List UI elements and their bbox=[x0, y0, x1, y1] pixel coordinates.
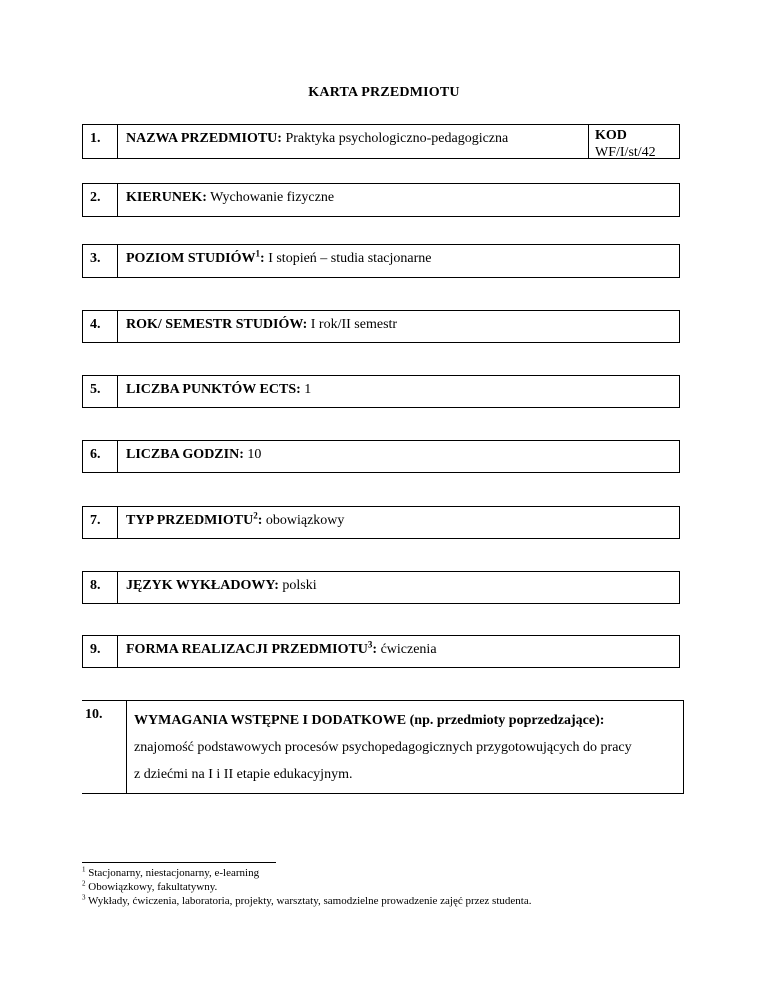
footnotes bbox=[82, 866, 531, 908]
row-course-form bbox=[82, 635, 680, 668]
row-content bbox=[118, 184, 679, 216]
row-label: JĘZYK WYKŁADOWY: bbox=[126, 578, 279, 593]
row-language bbox=[82, 571, 680, 604]
row-label: WYMAGANIA WSTĘPNE I DODATKOWE (np. przedmioty poprzedzające): bbox=[134, 713, 605, 728]
row-number: 7. bbox=[83, 507, 118, 538]
row-course-type bbox=[82, 506, 680, 539]
row-number: 10. bbox=[85, 707, 103, 722]
footnote-2: $^2$ Obowiązkowy, fakultatywny. bbox=[82, 879, 218, 893]
footnote-1: $^1$ Stacjonarny, niestacjonarny, e-learning bbox=[82, 865, 260, 879]
row-content bbox=[134, 707, 677, 788]
requirements-line-2: z dziećmi na I i II etapie edukacyjnym. bbox=[134, 767, 353, 782]
footnote-separator bbox=[82, 862, 276, 863]
footnote-ref: 3 bbox=[367, 639, 373, 650]
row-content bbox=[118, 125, 588, 158]
row-label: KIERUNEK: bbox=[126, 190, 207, 205]
row-value: 10 bbox=[243, 447, 262, 462]
footnote-ref: 2 bbox=[253, 510, 258, 521]
code-cell bbox=[588, 125, 679, 158]
footnote-3: $^3$ Wykłady, ćwiczenia, laboratoria, projekty, warsztaty, samodzielne prowadzenie zajęć przez studenta. bbox=[82, 893, 532, 907]
row-label: TYP PRZEDMIOTU$^2$: bbox=[126, 510, 263, 528]
row-value: Praktyka psychologiczno-pedagogiczna bbox=[281, 131, 509, 146]
cell-divider bbox=[126, 701, 127, 793]
row-field-of-study bbox=[82, 183, 680, 217]
row-content bbox=[118, 636, 679, 667]
row-value: obowiązkowy bbox=[262, 513, 345, 528]
row-content bbox=[118, 376, 679, 407]
row-content bbox=[118, 507, 679, 538]
row-value: polski bbox=[278, 578, 317, 593]
footnote-ref: 1 bbox=[255, 248, 261, 259]
row-label: ROK/ SEMESTR STUDIÓW: bbox=[126, 317, 308, 332]
row-study-level bbox=[82, 244, 680, 278]
row-number: 1. bbox=[83, 125, 118, 158]
row-content bbox=[118, 441, 679, 472]
row-hours bbox=[82, 440, 680, 473]
row-value: 1 bbox=[300, 382, 312, 397]
row-content bbox=[118, 311, 679, 342]
row-number: 2. bbox=[83, 184, 118, 216]
row-label: POZIOM STUDIÓW$^1$: bbox=[126, 248, 265, 266]
row-year-semester bbox=[82, 310, 680, 343]
code-label: KOD bbox=[595, 128, 627, 143]
requirements-line-1: znajomość podstawowych procesów psychopedagogicznych przygotowujących do pracy bbox=[134, 740, 632, 755]
row-value: I rok/II semestr bbox=[307, 317, 398, 332]
row-ects-points bbox=[82, 375, 680, 408]
row-number: 8. bbox=[83, 572, 118, 603]
row-value: I stopień – studia stacjonarne bbox=[264, 251, 432, 266]
row-label: NAZWA PRZEDMIOTU: bbox=[126, 131, 282, 146]
document-title: KARTA PRZEDMIOTU bbox=[308, 85, 460, 100]
row-number: 9. bbox=[83, 636, 118, 667]
row-label: FORMA REALIZACJI PRZEDMIOTU$^3$: bbox=[126, 639, 378, 657]
row-number: 6. bbox=[83, 441, 118, 472]
row-number: 5. bbox=[83, 376, 118, 407]
row-label: LICZBA GODZIN: bbox=[126, 447, 244, 462]
row-course-name bbox=[82, 124, 680, 159]
row-number: 3. bbox=[83, 245, 118, 277]
code-value: WF/I/st/42 bbox=[595, 145, 656, 160]
row-value: Wychowanie fizyczne bbox=[206, 190, 335, 205]
row-content bbox=[118, 245, 679, 277]
row-value: ćwiczenia bbox=[377, 642, 437, 657]
row-label: LICZBA PUNKTÓW ECTS: bbox=[126, 382, 301, 397]
row-requirements bbox=[82, 700, 684, 794]
row-number: 4. bbox=[83, 311, 118, 342]
row-content bbox=[118, 572, 679, 603]
